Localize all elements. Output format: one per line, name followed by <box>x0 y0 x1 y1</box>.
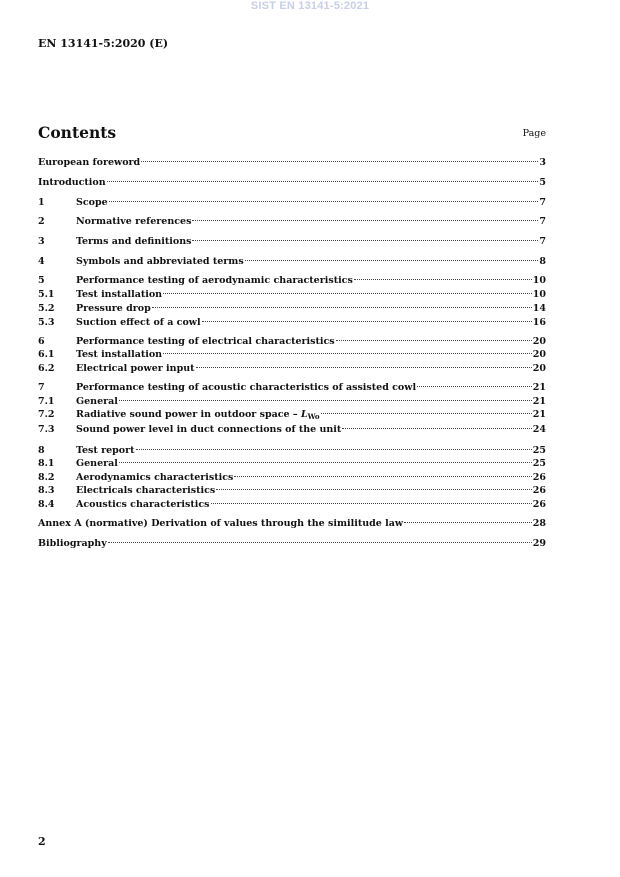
toc-entry[interactable] <box>38 303 546 315</box>
toc-entry-number: 2 <box>38 216 45 227</box>
toc-entry-number: 3 <box>38 236 45 247</box>
toc-entry-title: Electrical power input <box>76 363 195 374</box>
toc-dot-leader <box>108 542 532 543</box>
toc-dot-leader <box>109 201 539 202</box>
toc-entry-title: Normative references <box>76 216 192 227</box>
toc-entry-symbol: L <box>300 409 308 420</box>
toc-entry-number: 8.1 <box>38 458 55 469</box>
toc-entry-title: Test report <box>76 445 135 456</box>
toc-entry-number: 5.2 <box>38 303 55 314</box>
toc-entry[interactable] <box>38 518 546 530</box>
toc-dot-leader <box>216 489 532 490</box>
toc-entry-page: 8 <box>539 256 546 267</box>
toc-entry-page: 14 <box>532 303 546 314</box>
toc-dot-leader <box>141 161 538 162</box>
toc-entry-page: 25 <box>532 445 546 456</box>
toc-entry-page: 7 <box>539 216 546 227</box>
toc-entry-title: Introduction <box>38 177 106 188</box>
toc-entry-title: Test installation <box>76 349 163 360</box>
toc-entry-page: 3 <box>539 157 546 168</box>
toc-entry-page: 26 <box>532 499 546 510</box>
toc-dot-leader <box>192 220 538 221</box>
toc-dot-leader <box>163 293 532 294</box>
toc-entry[interactable] <box>38 363 546 375</box>
toc-entry-number: 6.2 <box>38 363 55 374</box>
document-id: EN 13141-5:2020 (E) <box>38 37 169 50</box>
toc-dot-leader <box>321 413 532 414</box>
toc-entry[interactable] <box>38 396 546 408</box>
toc-dot-leader <box>136 449 532 450</box>
toc-entry-number: 5.3 <box>38 317 55 328</box>
toc-entry-number: 8.4 <box>38 499 55 510</box>
toc-entry-page: 7 <box>539 236 546 247</box>
toc-entry-page: 10 <box>532 275 546 286</box>
toc-dot-leader <box>404 522 532 523</box>
toc-entry-title: Performance testing of electrical characteristics <box>76 336 335 347</box>
contents-title: Contents <box>38 123 117 142</box>
toc-entry-number: 7.3 <box>38 424 55 435</box>
toc-entry[interactable] <box>38 336 546 348</box>
toc-entry-number: 8 <box>38 445 45 456</box>
toc-dot-leader <box>234 476 531 477</box>
toc-dot-leader <box>192 240 538 241</box>
toc-entry-page: 20 <box>532 363 546 374</box>
toc-entry-page: 29 <box>532 538 546 549</box>
toc-entry-number: 5 <box>38 275 45 286</box>
toc-entry-page: 20 <box>532 336 546 347</box>
toc-entry-number: 7 <box>38 382 45 393</box>
toc-dot-leader <box>211 503 532 504</box>
toc-dot-leader <box>354 279 532 280</box>
toc-entry-title: Performance testing of aerodynamic characteristics <box>76 275 353 286</box>
toc-entry-title: Sound power level in duct connections of the unit <box>76 424 342 435</box>
toc-entry[interactable] <box>38 157 546 169</box>
toc-entry-number: 8.3 <box>38 485 55 496</box>
toc-entry-number: 7.2 <box>38 409 55 420</box>
toc-entry-number: 7.1 <box>38 396 55 407</box>
toc-dot-leader <box>196 367 532 368</box>
toc-entry-page: 7 <box>539 197 546 208</box>
toc-entry-title: Symbols and abbreviated terms <box>76 256 244 267</box>
toc-entry[interactable] <box>38 289 546 301</box>
toc-entry-page: 20 <box>532 349 546 360</box>
toc-entry-number: 6 <box>38 336 45 347</box>
toc-dot-leader <box>342 428 531 429</box>
toc-entry-page: 26 <box>532 485 546 496</box>
toc-entry[interactable] <box>38 424 546 436</box>
toc-entry-title: Bibliography <box>38 538 107 549</box>
toc-entry[interactable] <box>38 409 546 421</box>
toc-dot-leader <box>119 462 532 463</box>
toc-entry-page: 21 <box>532 396 546 407</box>
toc-entry-page: 21 <box>532 382 546 393</box>
toc-dot-leader <box>107 181 539 182</box>
toc-entry-title: European foreword <box>38 157 141 168</box>
toc-entry-title: Acoustics characteristics <box>76 499 210 510</box>
toc-dot-leader <box>336 340 532 341</box>
toc-entry[interactable] <box>38 177 546 189</box>
toc-entry-number: 6.1 <box>38 349 55 360</box>
toc-entry-title: Performance testing of acoustic characteristics of assisted cowl <box>76 382 417 393</box>
toc-entry-title: Electricals characteristics <box>76 485 216 496</box>
toc-entry-number: 1 <box>38 197 45 208</box>
toc-entry-page: 26 <box>532 472 546 483</box>
toc-entry-title: General <box>76 396 118 407</box>
toc-entry[interactable] <box>38 485 546 497</box>
toc-entry[interactable] <box>38 472 546 484</box>
toc-entry-title: Suction effect of a cowl <box>76 317 201 328</box>
toc-entry-page: 21 <box>532 409 546 420</box>
toc-dot-leader <box>152 307 532 308</box>
toc-dot-leader <box>163 353 532 354</box>
toc-entry-title: Scope <box>76 197 108 208</box>
toc-entry[interactable] <box>38 499 546 511</box>
footer-page-number: 2 <box>38 835 46 848</box>
toc-dot-leader <box>202 321 532 322</box>
toc-entry-title: Pressure drop <box>76 303 151 314</box>
toc-dot-leader <box>417 386 532 387</box>
toc-entry[interactable] <box>38 197 546 209</box>
toc-entry[interactable] <box>38 236 546 248</box>
toc-entry-number: 4 <box>38 256 45 267</box>
toc-entry-title: Radiative sound power in outdoor space – $L_{Wo}$ <box>76 409 320 421</box>
toc-entry[interactable] <box>38 216 546 228</box>
toc-entry-number: 8.2 <box>38 472 55 483</box>
toc-entry-page: 25 <box>532 458 546 469</box>
toc-entry[interactable] <box>38 349 546 361</box>
toc-dot-leader <box>119 400 532 401</box>
toc-entry[interactable] <box>38 256 546 268</box>
toc-entry-page: 10 <box>532 289 546 300</box>
toc-entry[interactable] <box>38 458 546 470</box>
toc-entry-subscript: Wo <box>307 412 320 421</box>
toc-entry-title: Annex A (normative) Derivation of values through the similitude law <box>38 518 404 529</box>
watermark: SIST EN 13141-5:2021 <box>250 0 370 12</box>
toc-entry-title: Aerodynamics characteristics <box>76 472 234 483</box>
toc-entry[interactable] <box>38 538 546 550</box>
toc-entry-page: 5 <box>539 177 546 188</box>
toc-entry[interactable] <box>38 445 546 457</box>
toc-dot-leader <box>245 260 539 261</box>
toc-entry[interactable] <box>38 275 546 287</box>
toc-entry-page: 24 <box>532 424 546 435</box>
toc-entry[interactable] <box>38 317 546 329</box>
toc-entry-title: Test installation <box>76 289 163 300</box>
toc-entry-title: General <box>76 458 118 469</box>
page-column-header: Page <box>522 128 546 139</box>
toc-entry[interactable] <box>38 382 546 394</box>
toc-entry-page: 16 <box>532 317 546 328</box>
toc-entry-number: 5.1 <box>38 289 55 300</box>
toc-entry-page: 28 <box>532 518 546 529</box>
toc-entry-title: Terms and definitions <box>76 236 192 247</box>
